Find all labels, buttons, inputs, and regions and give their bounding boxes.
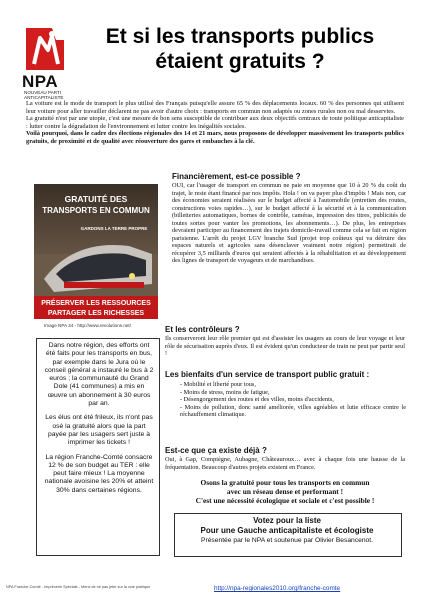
poster-illustration [34,184,158,319]
list-item: - Mobilité et liberté pour tous, [180,381,256,388]
page-title: Et si les transports publics étaient gratuits ? [105,25,375,73]
section4-body: Oui, à Gap, Compiègne, Aubagne, Châteauroux… avec à chaque fois une hausse de la fréquentation. Beaucoup d'autres projets existent en France. [165,456,405,471]
section1-body: OUI, car l'usager de transport en commun ne paie en moyenne que 10 à 20 % du coût du trajet, le reste étant financé par nos impôts. Hola ! on va payer plus d'impôts ! Mais non, car des économies seraient réalisées sur le budget affecté à l'automobile (entretien des routes, constructions voies rapides…), sur le budget affecté à la sécurité et à la communication (billetteries automatiques, bornes de contrôle, caméras, impression des titres, publicités de toutes sortes pour vanter les promotions, les abonnements…). De plus, les entreprises devraient participer au financement des trajets domicile-travail comme cela se fait en région parisienne. L'arrêt du projet LGV branche Sud (projet trop coûteux qui va détruire des espaces naturels et agricoles sans désenclaver vraiment notre région) permettrait de récupérer 3,5 milliards d'euros qui seraient affectés à la réhabilitation et au développement des lignes de transport de voyageurs et de marchandises. [172,182,406,264]
vote-line2: Pour une Gauche anticapitaliste et écologiste [200,526,374,535]
logo-text: NPA [22,72,59,91]
section3-heading: Les bienfaits d'un service de transport public gratuit : [165,370,370,379]
footer-imprint: NPA Franche-Comté - Imprimerie Spéciale - Merci de ne pas jeter sur la voie publique [6,585,151,589]
vote-line3: Présentée par le NPA et soutenue par Olivier Besancenot. [201,537,373,544]
list-item: - Moins de stress, moins de fatigue, [180,388,270,396]
section4-heading: Est-ce que ça existe déjà ? [165,446,267,455]
benefits-list [180,381,406,419]
intro-p1: La voiture est le mode de transport le plus utilisé des Français puisqu'elle assure 65 % des déplacements locaux. 60 % des personnes qui utilisent leur voiture pour aller travailler déclarent ne pas avoir d'autre choix : transports en commun non adaptés ou zones rurales non ou mal desservies. [26,100,404,115]
slogan [165,478,405,506]
sidebar-text [44,342,154,501]
poster-line4: PRÉSERVER LES RESSOURCES [41,300,151,307]
poster-line3: GARDONS LA TERRE PROPRE [80,226,148,231]
vote-text [176,516,398,545]
slogan-line1: Osons la gratuité pour tous les transports en commun [200,478,370,487]
list-item: - Désengorgement des routes et des villes, moins d'accidents, [180,396,334,403]
sidebar-p3: La région Franche-Comté consacre 12 % de son budget au TER : elle peut faire mieux ! La moyenne nationale avoisine les 20% et atteint 30% dans certaines régions. [44,453,154,494]
list-item: - Moins de pollution, donc santé améliorée, villes agréables et lutte efficace contre le réchauffement climatique. [180,403,406,418]
poster-image [34,184,158,319]
poster-line2: TRANSPORTS EN COMMUN [42,206,150,215]
footer-link[interactable]: http://npa-regionales2010.org/franche-comte [214,585,341,592]
section1-heading: Financièrement, est-ce possible ? [172,172,301,181]
image-caption: Image NPA 34 - http://www.revolutions.net/ [44,323,131,328]
intro-p2: La gratuité n'est par une utopie, c'est une mesure de bon sens susceptible de contribuer aux deux objectifs centraux de toute politique anticapitaliste : lutter contre la dégradation de l'environnement et lutter contre les inégalités sociales. [26,115,404,130]
slogan-line2: avec un réseau dense et performant ! [226,487,344,497]
sidebar-p2: Les élus ont été frileux, ils n'ont pas osé la gratuité alors que la part payée par les usagers sert juste à imprimer les tickets ! [45,414,153,447]
sidebar-p1: Dans notre région, des efforts ont été faits pour les transports en bus, par exemple dans le Jura où le conseil général a instauré le bus à 2 euros ; la communauté du Grand Dole (41 communes) a mis en œuvre un abonnement à 30 euros par an. [44,342,154,408]
section2-body: Ils conserveront leur rôle premier qui est d'assister les usagers au cours de leur voyage et leur rôle de sécurisation auprès d'eux. Il est évident qu'un conducteur de train ne peut par partir seul ! [165,335,405,357]
slogan-line3: C'est une nécessité écologique et sociale et c'est possible ! [195,496,375,506]
poster-line5: PARTAGER LES RICHESSES [47,310,145,317]
intro-p3: Voilà pourquoi, dans le cadre des élections régionales des 14 et 21 mars, nous proposons de développer massivement les transports publics gratuits, de proximité et de qualité avec réouverture des gares et embauches à la clé. [26,130,404,145]
section2-heading: Et les contrôleurs ? [165,325,240,334]
poster-line1: GRATUITÉ DES [64,194,128,204]
logo-subtitle: NOUVEAU PARTI ANTICAPITALISTE [24,90,64,100]
vote-line1: Votez pour la liste [253,516,321,525]
intro-text [26,100,404,146]
